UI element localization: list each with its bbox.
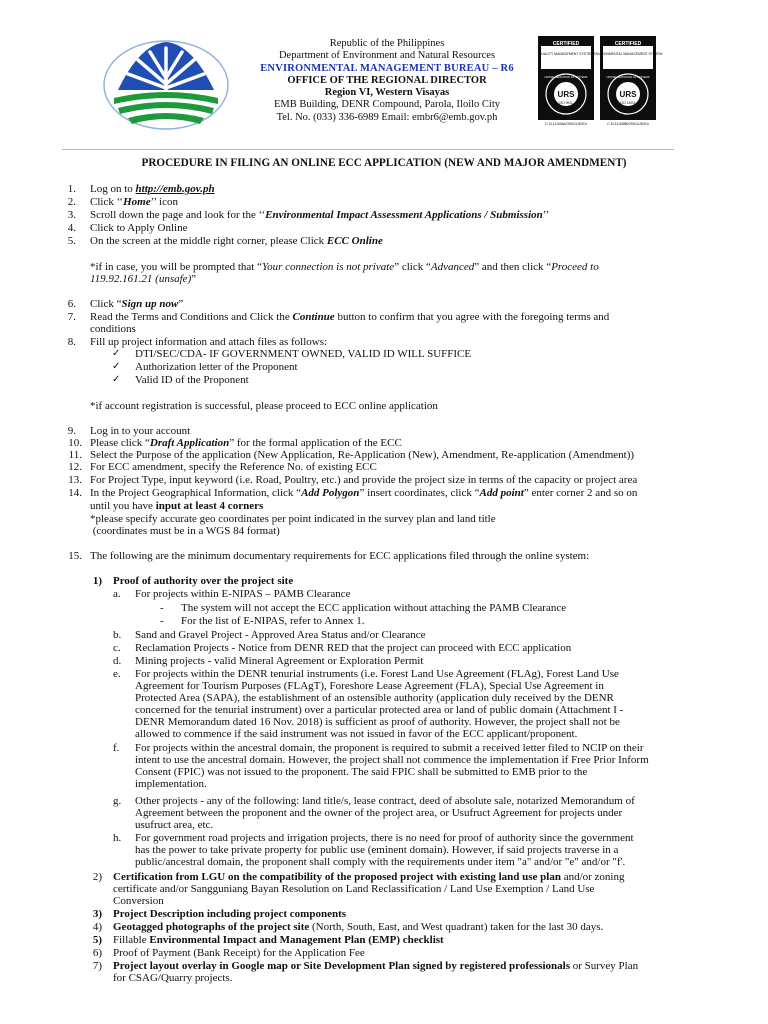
document-title: PROCEDURE IN FILING AN ONLINE ECC APPLICATION (NEW AND MAJOR AMENDMENT): [141, 157, 627, 169]
requirement-1e-line: Agreement for Tourism Purposes (FLAgT), Foreshore Lease Agreement (FLA), Special Use Agreement in: [135, 680, 604, 692]
requirement-1a-note: The system will not accept the ECC application without attaching the PAMB Clearance: [181, 602, 567, 614]
sub-item-letter: g.: [113, 795, 122, 807]
sub-item-letter: h.: [113, 832, 122, 844]
ems-certification-badge: [593, 36, 663, 120]
step-number: 14.: [68, 487, 82, 499]
requirement-number: 5): [92, 934, 102, 946]
requirement-1f-line: implementation.: [135, 778, 207, 790]
step-number: 4.: [67, 222, 76, 234]
step-number: 7.: [67, 311, 76, 323]
bureau-line: ENVIRONMENTAL MANAGEMENT BUREAU – R6: [260, 62, 514, 74]
cert2-mid: ENVIRONMENTAL MANAGEMENT SYSTEM: [593, 52, 663, 56]
step-3: Scroll down the page and look for the ‘‘Environmental Impact Assessment Applications / Submission’’: [90, 209, 550, 221]
step-13: For Project Type, input keyword (i.e. Road, Poultry, etc.) and provide the project size in terms of the capacity or project area: [90, 474, 638, 486]
requirement-1g-line: Other projects - any of the following: land title/s, lease contract, deed of absolute sale, notarized Memorandum of: [135, 795, 635, 807]
office-line: OFFICE OF THE REGIONAL DIRECTOR: [287, 74, 487, 86]
requirement-1e-line: For projects within the DENR tenurial instruments (i.e. Forest Land Use Agreement (FLAg), Forest Land Use: [135, 668, 619, 680]
step-9: Log in to your account: [90, 425, 191, 437]
step-number: 9.: [67, 425, 76, 437]
region-line: Region VI, Western Visayas: [324, 87, 450, 99]
step-14: In the Project Geographical Information, click “Add Polygon” insert coordinates, click “Add point” enter corner 2 and so on: [90, 487, 638, 499]
requirement-1e-line: allowed to commence if the said instrument was not issued in favor of the ECC applicant/proponent.: [135, 728, 578, 740]
requirement-number: 6): [92, 947, 102, 959]
step-7: Read the Terms and Conditions and Click the Continue button to confirm that you agree with the foregoing terms and: [90, 311, 610, 323]
requirement-2-cont: certificate and/or Sangguniang Bayan Resolution on Land Reclassification / Land Use Exemption / Land Use: [113, 883, 595, 895]
step-number: 11.: [68, 449, 82, 461]
department-line: Department of Environment and Natural Resources: [278, 50, 496, 62]
sub-item-letter: a.: [113, 588, 121, 600]
checkmark-icon: ✓: [112, 374, 121, 385]
cert2-ring: UNITED REGISTRAR OF SYSTEMS: [606, 76, 650, 79]
emb-website-link[interactable]: http://emb.gov.ph: [135, 183, 215, 195]
step-5: On the screen at the middle right corner, please Click ECC Online: [90, 235, 383, 247]
step-number: 13.: [68, 474, 82, 486]
cert1-top: CERTIFIED: [552, 41, 580, 47]
step-14-cont: until you have input at least 4 corners: [90, 500, 264, 512]
geo-coordinates-note: *please specify accurate geo coordinates per point indicated in the survey plan and land title: [90, 513, 496, 525]
requirement-number: 7): [92, 960, 102, 972]
contact-line: Tel. No. (033) 336-6989 Email: embr6@emb.gov.ph: [276, 111, 498, 123]
requirement-1h-line: has the power to take private property for public use (eminent domain). However, if said projects traverse in a: [135, 844, 619, 856]
requirement-1h-line: For government road projects and irrigation projects, there is no need for proof of authority since the government: [135, 832, 634, 844]
step-11: Select the Purpose of the application (New Application, Re-Application (New), Amendment, Re-application (Amendment)): [90, 449, 635, 461]
requirement-3: Project Description including project components: [113, 908, 347, 920]
step-8: Fill up project information and attach files as follows:: [90, 336, 328, 348]
header-divider: [62, 149, 674, 150]
address-line: EMB Building, DENR Compound, Parola, Iloilo City: [273, 99, 501, 111]
step-1: Log on to http://emb.gov.ph: [90, 183, 215, 195]
requirement-1g-line: Agreement between the proponent and the owner of the project area, or Usufruct Agreement for projects under: [135, 807, 623, 819]
registration-note: *if account registration is successful, please proceed to ECC online application: [90, 400, 438, 412]
sub-item-letter: f.: [113, 742, 120, 754]
requirement-1e-line: concerned for the tenurial instrument) over a particular protected area or land of public domain (Attachment I -: [135, 704, 624, 716]
certification-badges: [538, 36, 663, 128]
checkmark-icon: ✓: [112, 361, 121, 372]
emb-logo: [100, 38, 230, 133]
dash-bullet: -: [160, 615, 164, 627]
cert2-top: CERTIFIED: [614, 41, 642, 47]
dash-bullet: -: [160, 602, 164, 614]
requirement-number: 1): [92, 575, 102, 587]
requirement-2-cont: Conversion: [113, 895, 164, 907]
cert1-mid: QUALITY MANAGEMENT SYSTEM: [538, 52, 594, 56]
requirement-1d: Mining projects - valid Mineral Agreement or Exploration Permit: [135, 655, 424, 667]
sub-item-letter: c.: [113, 642, 121, 654]
connection-note: *if in case, you will be prompted that “Your connection is not private” click “Advanced” and then click “Proceed to: [90, 261, 599, 273]
requirement-1e-line: DENR Memorandum dated 16 Nov. 2018) is sufficient as proof of authority. However, the project shall not be: [135, 716, 620, 728]
sub-item-letter: d.: [113, 655, 122, 667]
step-12: For ECC amendment, specify the Reference No. of existing ECC: [90, 461, 377, 473]
requirement-1f-line: Consent (FPIC) was not issued to the proponent. The said FPIC shall be submitted to EMB prior to the: [135, 766, 588, 778]
cert1-mark: URS: [557, 90, 575, 99]
attachment-item: DTI/SEC/CDA- IF GOVERNMENT OWNED, VALID ID WILL SUFFICE: [135, 348, 472, 360]
step-10: Please click “Draft Application” for the formal application of the ECC: [90, 437, 402, 449]
requirement-1e-line: Protected Area (SAPA), the establishment of an ostensible authority (application duly received by the DENR: [135, 692, 614, 704]
sub-item-letter: b.: [113, 629, 122, 641]
requirement-2: Certification from LGU on the compatibility of the proposed project with existing land use plan and/or zoning: [113, 871, 625, 883]
cert1-ring: UNITED REGISTRAR OF SYSTEMS: [544, 76, 588, 79]
requirement-1a-note: For the list of E-NIPAS, refer to Annex 1.: [181, 615, 365, 627]
requirement-1b: Sand and Gravel Project - Approved Area Status and/or Clearance: [135, 629, 426, 641]
qms-certification-badge: [538, 36, 594, 120]
republic-line: Republic of the Philippines: [329, 38, 445, 49]
wgs84-note: (coordinates must be in a WGS 84 format): [90, 525, 280, 537]
attachment-item: Authorization letter of the Proponent: [135, 361, 298, 373]
requirement-number: 3): [92, 908, 102, 920]
requirement-number: 2): [92, 871, 102, 883]
step-number: 10.: [68, 437, 82, 449]
step-number: 15.: [68, 550, 82, 562]
requirement-5: Fillable Environmental Impact and Management Plan (EMP) checklist: [113, 934, 444, 946]
requirement-1: Proof of authority over the project site: [113, 575, 294, 587]
connection-note-cont: 119.92.161.21 (unsafe)”: [90, 273, 197, 285]
attachment-item: Valid ID of the Proponent: [135, 374, 249, 386]
requirement-number: 4): [92, 921, 102, 933]
cert2-iso: ISO 14001: [620, 101, 636, 105]
step-number: 6.: [67, 298, 76, 310]
cert1-id: C.N.11408A/0901/UK/En: [545, 122, 587, 126]
requirement-1g-line: usufruct area, etc.: [135, 819, 214, 831]
requirement-1f-line: intent to use the ancestral domain. However, the project shall not commence the implementation if Free Prior Inform: [135, 754, 649, 766]
cert1-iso: ISO 9001: [559, 101, 573, 105]
checkmark-icon: ✓: [112, 348, 121, 359]
requirement-1a: For projects within E-NIPAS – PAMB Clearance: [135, 588, 351, 600]
requirement-6: Proof of Payment (Bank Receipt) for the Application Fee: [113, 947, 365, 959]
cert2-mark: URS: [619, 90, 637, 99]
requirement-1f-line: For projects within the ancestral domain, the proponent is required to submit a received letter filed to NCIP on their: [135, 742, 644, 754]
step-number: 8.: [67, 336, 76, 348]
step-number: 2.: [67, 196, 76, 208]
step-6: Click “Sign up now”: [90, 298, 184, 310]
letterhead: [222, 38, 552, 124]
step-7-cont: conditions: [90, 323, 136, 335]
requirement-1h-line: public/ancestral domain, the proponent shall comply with the requirements under item "a" and/or "e" and/or "f'.: [135, 856, 626, 868]
step-15: The following are the minimum documentary requirements for ECC applications filed through the online system:: [90, 550, 590, 562]
step-number: 12.: [68, 461, 82, 473]
step-number: 1.: [67, 183, 76, 195]
requirement-1c: Reclamation Projects - Notice from DENR RED that the project can proceed with ECC application: [135, 642, 572, 654]
step-number: 5.: [67, 235, 76, 247]
step-4: Click to Apply Online: [90, 222, 188, 234]
requirement-7-cont: for CSAG/Quarry projects.: [113, 972, 233, 984]
requirement-7: Project layout overlay in Google map or Site Development Plan signed by registered professionals or Survey Plan: [113, 960, 639, 972]
step-number: 3.: [67, 209, 76, 221]
sub-item-letter: e.: [113, 668, 121, 680]
cert2-id: C.N.11408B/0901/UK/En: [607, 122, 649, 126]
step-2: Click ‘‘Home’’ icon: [90, 196, 178, 208]
requirement-4: Geotagged photographs of the project site (North, South, East, and West quadrant) taken for the last 30 days.: [113, 921, 604, 933]
